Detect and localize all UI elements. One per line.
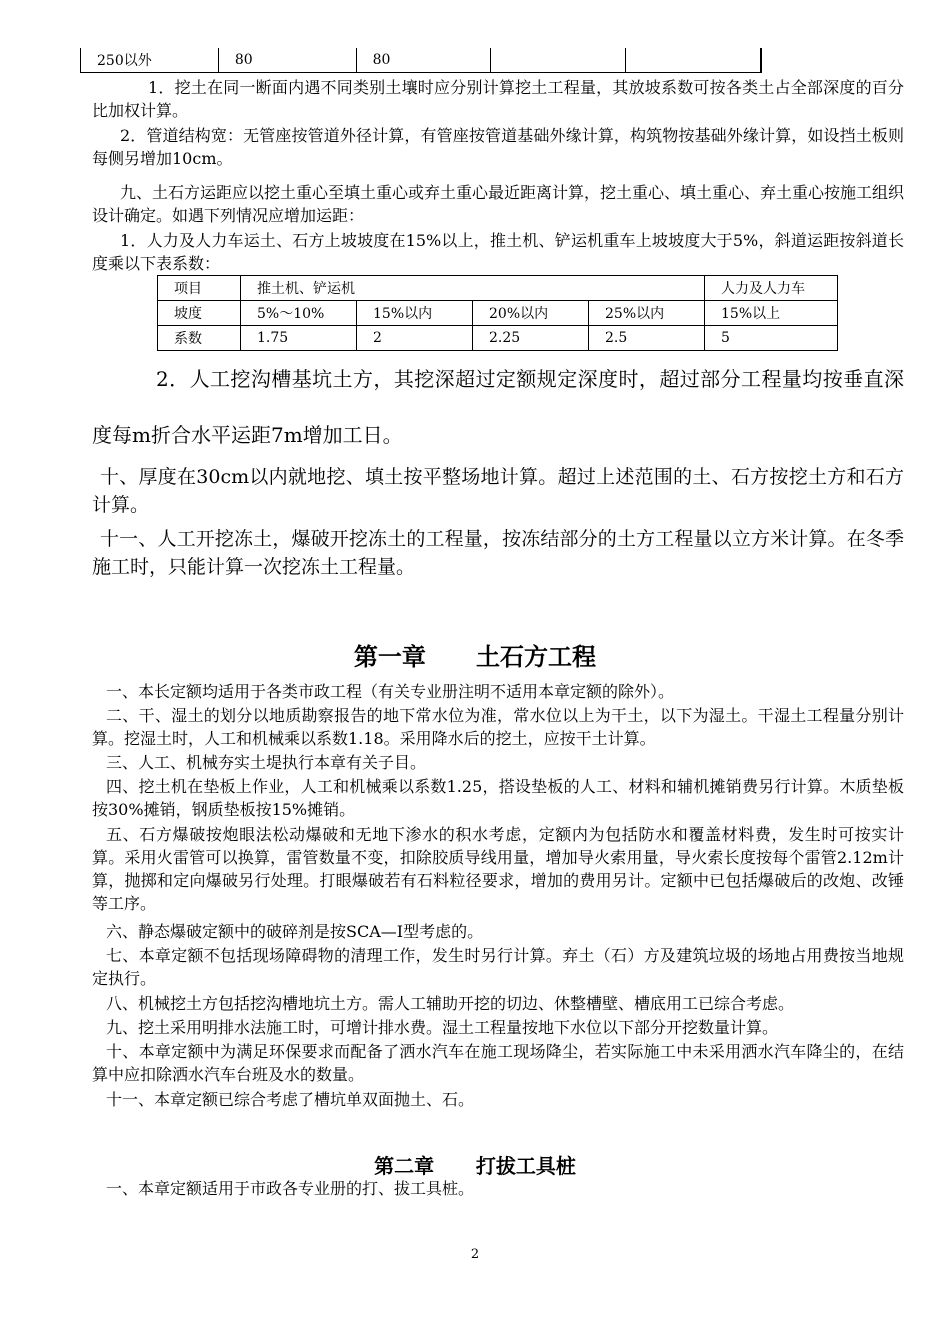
table-cell: 20%以内 — [473, 301, 589, 326]
paragraph-eleven-frozen-soil: 十一、人工开挖冻土，爆破开挖冻土的工程量，按冻结部分的土方工程量以立方米计算。在冬季施工时，只能计算一次挖冻土工程量。 — [92, 528, 904, 578]
chapter-1-item: 十、本章定额中为满足环保要求而配备了洒水汽车在施工现场降尘，若实际施工中未采用洒水汽车降尘的，在结算中应扣除洒水汽车台班及水的数量。 — [92, 1042, 904, 1084]
table-header-cell: 人力及人力车 — [705, 276, 838, 301]
table-cell: 2.5 — [589, 326, 705, 351]
page-number: 2 — [470, 1247, 480, 1262]
chapter-2-title: 第二章 打拔工具桩 — [374, 1154, 576, 1178]
chapter-1-item: 八、机械挖土方包括挖沟槽地坑土方。需人工辅助开挖的切边、休整槽壁、槽底用工已综合考虑。 — [106, 994, 795, 1013]
chapter-1-item: 六、静态爆破定额中的破碎剂是按SCA—I型考虑的。 — [106, 922, 484, 941]
table-cell: 80 — [356, 48, 491, 73]
chapter-1-item: 三、人工、机械夯实土堤执行本章有关子目。 — [106, 753, 427, 772]
table-row — [158, 276, 838, 301]
paragraph-trench-depth: 2．人工挖沟槽基坑土方，其挖深超过定额规定深度时，超过部分工程量均按垂直深度每m折合水平运距7m增加工日。 — [92, 367, 904, 447]
table-cell — [491, 48, 626, 73]
chapter-1-item: 四、挖土机在垫板上作业，人工和机械乘以系数1.25，搭设垫板的人工、材料和辅机摊销费另行计算。木质垫板按30%摊销，钢质垫板按15%摊销。 — [92, 777, 904, 819]
paragraph-pipe-width: 2．管道结构宽：无管座按管道外径计算，有管座按管道基础外缘计算，构筑物按基础外缘计算，如设挡土板则每侧另增加10cm。 — [92, 126, 904, 168]
table-row — [81, 48, 762, 73]
paragraph-slope-coefficient: 1．人力及人力车运土、石方上坡坡度在15%以上，推土机、铲运机重车上坡坡度大于5%，斜道运距按斜道长度乘以下表系数： — [92, 231, 904, 273]
table-cell: 坡度 — [158, 301, 241, 326]
paragraph-excavation-mixed-soil: 1．挖土在同一断面内遇不同类别土壤时应分别计算挖土工程量，其放坡系数可按各类土占全部深度的百分比加权计算。 — [92, 78, 904, 120]
chapter-1-item: 九、挖土采用明排水法施工时，可增计排水费。湿土工程量按地下水位以下部分开挖数量计算。 — [106, 1018, 779, 1037]
table-cell: 15%以内 — [357, 301, 473, 326]
table-cell: 80 — [218, 48, 356, 73]
table-cell: 系数 — [158, 326, 241, 351]
chapter-2-item: 一、本章定额适用于市政各专业册的打、拔工具桩。 — [106, 1179, 475, 1198]
table-header-cell: 项目 — [158, 276, 241, 301]
table-cell: 5 — [705, 326, 838, 351]
chapter-1-item: 一、本长定额均适用于各类市政工程（有关专业册注明不适用本章定额的除外）。 — [106, 682, 675, 701]
table-cell — [626, 48, 761, 73]
chapter-1-title: 第一章 土石方工程 — [353, 643, 597, 671]
table-cell: 5%～10% — [241, 301, 357, 326]
table-cell: 250以外 — [81, 48, 219, 73]
table-cell: 1.75 — [241, 326, 357, 351]
table-header-cell: 推土机、铲运机 — [241, 276, 705, 301]
table-cell: 25%以内 — [589, 301, 705, 326]
table-row — [158, 326, 838, 351]
table-row — [158, 301, 838, 326]
table-cell — [760, 48, 761, 73]
chapter-1-item: 二、干、湿土的划分以地质勘察报告的地下常水位为准，常水位以上为干土，以下为湿土。干湿土工程量分别计算。挖湿土时，人工和机械乘以系数1.18。采用降水后的挖土，应按干土计算。 — [92, 706, 904, 748]
paragraph-ten-thickness: 十、厚度在30cm以内就地挖、填土按平整场地计算。超过上述范围的土、石方按挖土方和石方计算。 — [92, 466, 904, 516]
slope-coefficient-table — [157, 275, 838, 351]
paragraph-haul-distance: 九、土石方运距应以挖土重心至填土重心或弃土重心最近距离计算，挖土重心、填土重心、弃土重心按施工组织设计确定。如遇下列情况应增加运距： — [92, 183, 905, 225]
table-cell: 15%以上 — [705, 301, 838, 326]
table-fragment-top — [80, 48, 762, 73]
chapter-1-item: 十一、本章定额已综合考虑了槽坑单双面抛土、石。 — [106, 1090, 475, 1109]
table-cell: 2 — [357, 326, 473, 351]
chapter-1-item: 五、石方爆破按炮眼法松动爆破和无地下渗水的积水考虑，定额内为包括防水和覆盖材料费，发生时可按实计算。采用火雷管可以换算，雷管数量不变，扣除胶质导线用量，增加导火索用量，导火索长度按每个雷管2.12m计算，抛掷和定向爆破另行处理。打眼爆破若有石料粒径要求，增加的费用另计。定额中已包括爆破后的改炮、改锤等工序。 — [92, 825, 904, 913]
chapter-1-item: 七、本章定额不包括现场障碍物的清理工作，发生时另行计算。弃土（石）方及建筑垃圾的场地占用费按当地规定执行。 — [92, 946, 904, 988]
table-cell: 2.25 — [473, 326, 589, 351]
